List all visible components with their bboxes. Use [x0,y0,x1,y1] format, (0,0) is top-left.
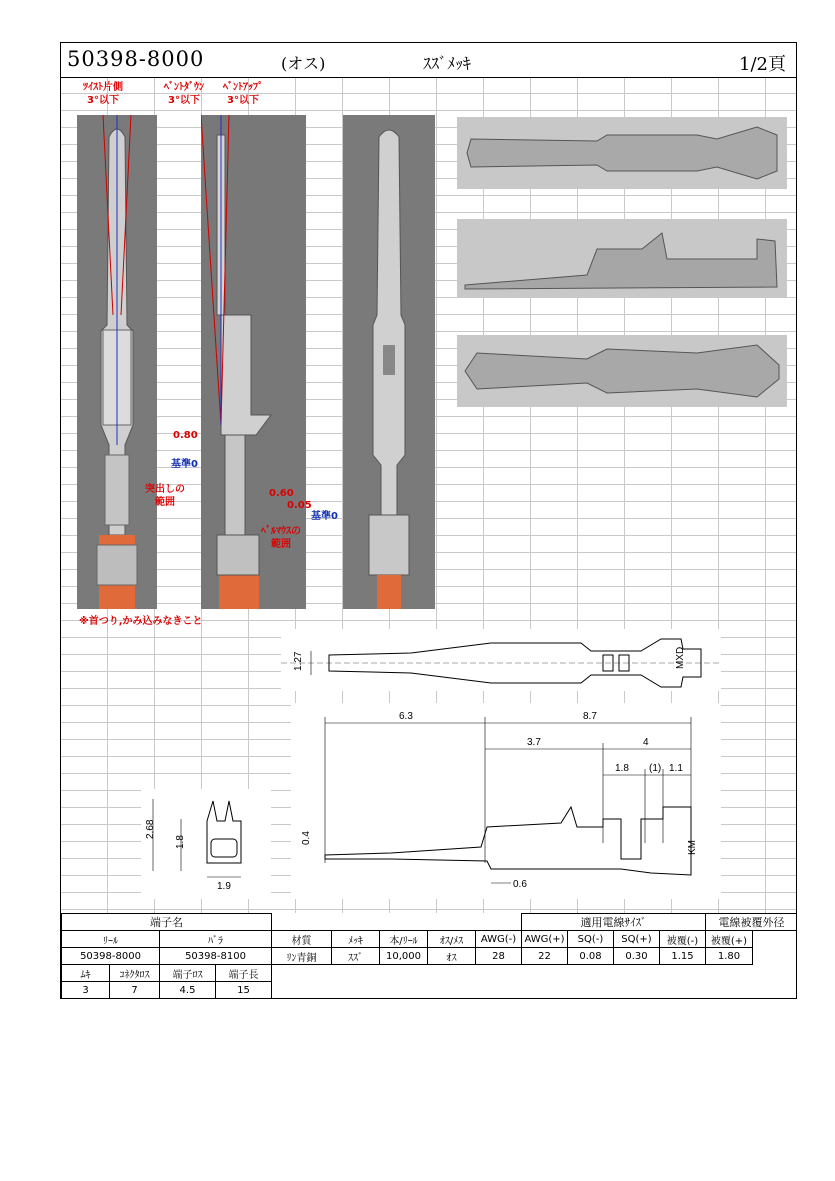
mark-side-text: KM [687,840,698,855]
photo-iso-1 [457,117,787,189]
sq-max-value: 0.30 [614,948,660,965]
per-reel-value: 10,000 [380,948,428,965]
sq-min-header: SQ(-) [568,931,614,948]
term-length-value: 15 [216,982,272,999]
dim-11: 1.1 [669,763,683,774]
sq-max-header: SQ(+) [614,931,660,948]
term-loss-header: 端子ﾛｽ [160,965,216,982]
awg-max-value: 22 [522,948,568,965]
plating-header: ﾒｯｷ [332,931,380,948]
wire-size-header: 適用電線ｻｲｽﾞ [522,914,706,931]
strip-header: ﾑｷ [62,965,110,982]
dim-18a: 1.8 [615,763,629,774]
loose-header: ﾊﾞﾗ [160,931,272,948]
dim-04: 0.4 [301,831,312,845]
strip-value: 3 [62,982,110,999]
reel-part-number: 50398-8000 [62,948,160,965]
title-row [61,43,796,78]
dim-060-label: 0.60 [269,488,294,499]
photo-front-view [343,115,435,609]
insul-min-value: 1.15 [660,948,706,965]
photo-top-view [77,115,157,609]
page-number: 1/2頁 [739,54,786,75]
photo-iso-3 [457,335,787,407]
material-value: ﾘﾝ青銅 [272,948,332,965]
awg-max-header: AWG(+) [522,931,568,948]
gender-label: (オス) [281,54,326,73]
conn-cross-value: 7 [110,982,160,999]
note-label: ※首つり,かみ込みなきこと [79,616,203,627]
awg-min-header: AWG(-) [476,931,522,948]
dim-127: 1.27 [293,651,304,671]
bend-up-label: ﾍﾞﾝﾄｱｯﾌﾟ 3°以下 [223,82,263,106]
dim-4: 4 [643,737,649,748]
dim-005-label: 0.05 [287,500,312,511]
photo-iso-2 [457,219,787,297]
mark-text: MXD [675,646,686,669]
part-number: 50398-8000 [67,47,205,71]
dim-080-label: 0.80 [173,430,198,441]
reel-header: ﾘｰﾙ [62,931,160,948]
spec-table [61,913,797,999]
dim-18b: 1.8 [175,835,186,849]
gender-header: ｵｽ/ﾒｽ [428,931,476,948]
dim-19: 1.9 [217,881,231,892]
bellmouth-range-label: ﾍﾞﾙﾏｳｽの 範囲 [261,526,301,550]
protrusion-range-label: 突出しの 範囲 [145,484,185,508]
term-length-header: 端子長 [216,965,272,982]
dim-1: (1) [649,763,662,774]
insul-max-header: 被覆(+) [706,931,753,948]
twist-label: ﾂｲｽﾄ片側 3°以下 [83,82,123,106]
term-loss-value: 4.5 [160,982,216,999]
dim-06: 0.6 [513,879,527,890]
dim-37: 3.7 [527,737,541,748]
material-header: 材質 [272,931,332,948]
sq-min-value: 0.08 [568,948,614,965]
drawing-plan-view [281,629,721,691]
dim-63: 6.3 [399,711,413,722]
drawing-side-view [291,703,721,899]
awg-min-value: 28 [476,948,522,965]
insulation-header: 電線被覆外径 [706,914,798,931]
terminal-name-header: 端子名 [62,914,272,931]
ref-zero-label-2: 基準0 [311,511,338,522]
plating-label: ｽｽﾞﾒｯｷ [423,54,472,73]
spec-sheet [60,42,797,999]
loose-part-number: 50398-8100 [160,948,272,965]
bend-down-label: ﾍﾞﾝﾄﾀﾞｳﾝ 3°以下 [164,82,204,106]
dim-87: 8.7 [583,711,597,722]
gender-value: ｵｽ [428,948,476,965]
drawing-end-view [141,789,271,899]
plating-value: ｽｽﾞ [332,948,380,965]
insul-min-header: 被覆(-) [660,931,706,948]
per-reel-header: 本/ﾘｰﾙ [380,931,428,948]
ref-zero-label-1: 基準0 [171,459,198,470]
dim-268: 2.68 [145,819,156,839]
conn-cross-header: ｺﾈｸﾀﾛｽ [110,965,160,982]
insul-max-value: 1.80 [706,948,753,965]
